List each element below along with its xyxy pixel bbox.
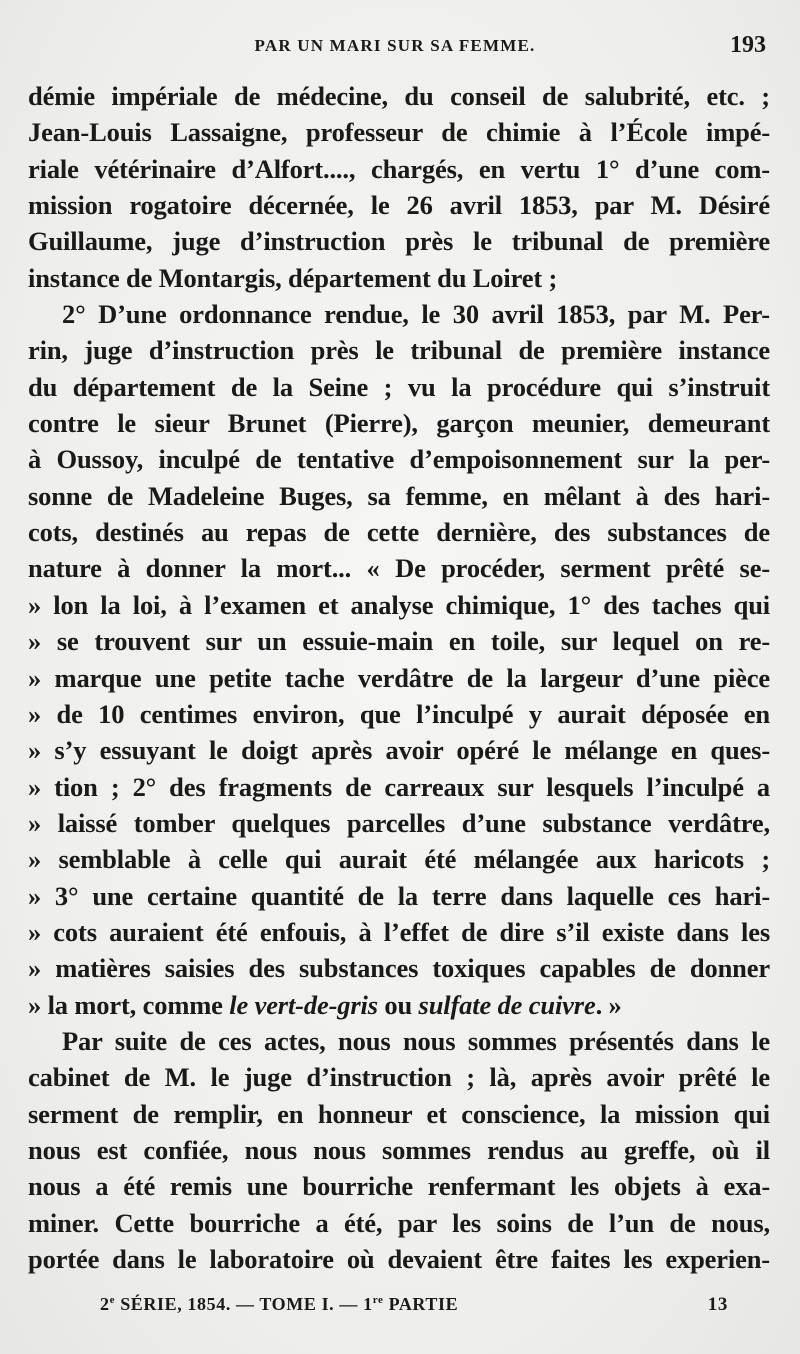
footer-text: PARTIE xyxy=(383,1294,459,1314)
text-segment: ou xyxy=(377,989,419,1020)
text-line: » s’y essuyant le doigt après avoir opéré le mélange en ques- xyxy=(28,735,770,766)
text-line: Par suite de ces actes, nous nous sommes présentés dans le xyxy=(62,1025,770,1056)
text-line: » matières saisies des substances toxiques capables de donner xyxy=(28,953,770,984)
text-line: riale vétérinaire d’Alfort...., chargés, en vertu 1° d’une com- xyxy=(28,153,770,184)
text-line: Jean-Louis Lassaigne, professeur de chimie à l’École impé- xyxy=(28,117,770,148)
text-line: » de 10 centimes environ, que l’inculpé y aurait déposée en xyxy=(28,698,770,729)
text-segment: . » xyxy=(595,989,622,1020)
text-line: » se trouvent sur un essuie-main en toile, sur lequel on re- xyxy=(28,626,770,657)
text-line: rin, juge d’instruction près le tribunal de première instance xyxy=(28,335,770,366)
body-text xyxy=(28,78,770,1288)
footer-text: 2 xyxy=(100,1294,110,1314)
superscript: re xyxy=(372,1294,384,1306)
text-line: » 3° une certaine quantité de la terre dans laquelle ces hari- xyxy=(28,880,770,911)
italic-text: le vert-de-gris xyxy=(229,989,378,1020)
text-line: contre le sieur Brunet (Pierre), garçon meunier, demeurant xyxy=(28,408,770,439)
italic-text: sulfate de cuivre xyxy=(418,989,596,1020)
footer-signature xyxy=(100,1294,458,1315)
text-line: à Oussoy, inculpé de tentative d’empoisonnement sur la per- xyxy=(28,444,770,475)
sheet-number: 13 xyxy=(707,1294,728,1315)
text-line: du département de la Seine ; vu la procédure qui s’instruit xyxy=(28,371,770,402)
text-line: cabinet de M. le juge d’instruction ; là, après avoir prêté le xyxy=(28,1062,770,1093)
text-line xyxy=(28,987,770,1023)
text-segment: » la mort, comme xyxy=(28,989,230,1020)
text-line: Guillaume, juge d’instruction près le tribunal de première xyxy=(28,226,770,257)
footer-text: SÉRIE, 1854. — TOME I. — 1 xyxy=(115,1294,373,1314)
text-line: mission rogatoire décernée, le 26 avril 1853, par M. Désiré xyxy=(28,190,770,221)
text-line: portée dans le laboratoire où devaient être faites les experien- xyxy=(28,1244,770,1274)
text-line: » semblable à celle qui aurait été mélangée aux haricots ; xyxy=(28,844,770,875)
text-line: » marque une petite tache verdâtre de la largeur d’une pièce xyxy=(28,662,770,693)
text-line: » lon la loi, à l’examen et analyse chimique, 1° des taches qui xyxy=(28,589,770,620)
text-line: sonne de Madeleine Buges, sa femme, en mêlant à des hari- xyxy=(28,480,770,511)
text-line: » tion ; 2° des fragments de carreaux sur lesquels l’inculpé a xyxy=(28,771,770,802)
text-line: serment de remplir, en honneur et conscience, la mission qui xyxy=(28,1098,770,1129)
running-head: PAR UN MARI SUR SA FEMME. xyxy=(254,36,536,55)
text-line: cots, destinés au repas de cette dernière, des substances de xyxy=(28,517,770,548)
text-line: instance de Montargis, département du Loiret ; xyxy=(28,262,558,293)
page-footer xyxy=(60,1294,760,1324)
page-header xyxy=(20,32,770,68)
text-line: nous est confiée, nous nous sommes rendus au greffe, où il xyxy=(28,1134,770,1165)
text-line: » laissé tomber quelques parcelles d’une substance verdâtre, xyxy=(28,807,770,838)
text-line: démie impériale de médecine, du conseil de salubrité, etc. ; xyxy=(28,81,770,111)
text-line: nous a été remis une bourriche renfermant les objets à exa- xyxy=(28,1171,770,1202)
text-line: » cots auraient été enfouis, à l’effet de dire s’il existe dans les xyxy=(28,916,770,947)
text-line: miner. Cette bourriche a été, par les soins de l’un de nous, xyxy=(28,1207,770,1238)
text-line: 2° D’une ordonnance rendue, le 30 avril 1853, par M. Per- xyxy=(62,299,770,330)
text-line: nature à donner la mort... « De procéder, serment prêté se- xyxy=(28,553,770,584)
superscript: e xyxy=(109,1294,116,1306)
page-number: 193 xyxy=(730,32,766,58)
